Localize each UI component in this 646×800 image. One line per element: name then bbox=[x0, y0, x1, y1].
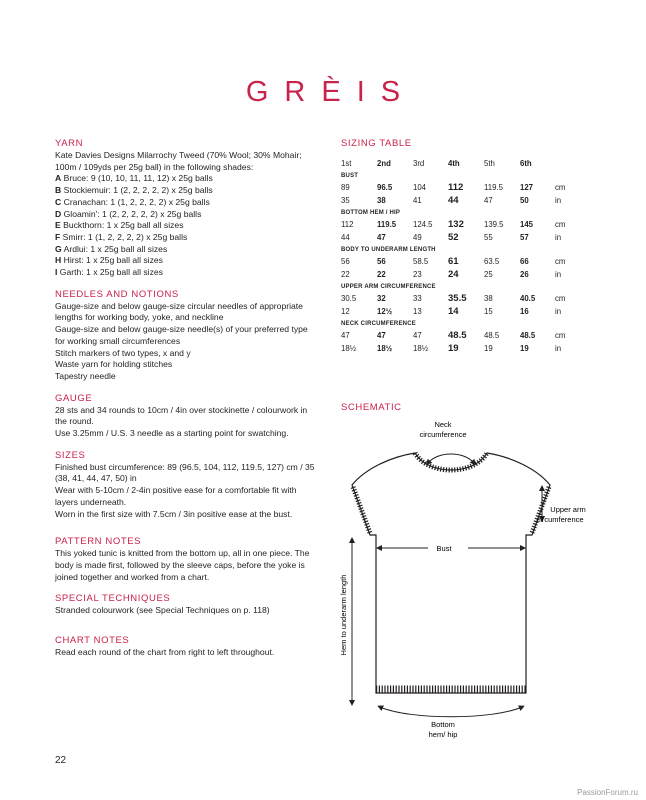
hem-arrow bbox=[380, 707, 522, 717]
shade-letter: B bbox=[55, 185, 62, 196]
measurement-value: 32 bbox=[377, 294, 386, 303]
needles-line: Waste yarn for holding stitches bbox=[55, 359, 173, 370]
measurement-group-row bbox=[341, 170, 575, 181]
shade-text: Hirst: 1 x 25g ball all sizes bbox=[61, 255, 163, 266]
measurement-value: 58.5 bbox=[413, 257, 429, 266]
measurement-row-cm bbox=[341, 181, 575, 194]
size-label: 3rd bbox=[413, 159, 425, 168]
shade-letter: A bbox=[55, 173, 62, 184]
needles-line: Tapestry needle bbox=[55, 370, 116, 381]
yarn-intro: Kate Davies Designs Milarrochy Tweed (70% Wool; 30% Mohair; 100m / 109yds per 25g ball) in the following shades: bbox=[55, 150, 302, 172]
sizes-line: Wear with 5-10cm / 2-4in positive ease for a comfortable fit with layers underneath. bbox=[55, 485, 297, 507]
shade-text: Smirr: 1 (1, 2, 2, 2, 2) x 25g balls bbox=[60, 231, 188, 242]
measurement-value: 47 bbox=[341, 331, 350, 340]
measurement-name: BOTTOM HEM / HIP bbox=[341, 209, 401, 216]
measurement-value: 124.5 bbox=[413, 220, 433, 229]
measurement-value: 52 bbox=[448, 232, 459, 243]
neck-ribbing bbox=[415, 453, 487, 470]
unit-label: cm bbox=[555, 331, 566, 340]
measurement-value: 26 bbox=[520, 270, 529, 279]
measurement-value: 16 bbox=[520, 307, 529, 316]
needles-heading: NEEDLES AND NOTIONS bbox=[55, 288, 179, 300]
measurement-name: BODY TO UNDERARM LENGTH bbox=[341, 246, 436, 253]
measurement-value: 13 bbox=[413, 307, 422, 316]
upper-arm-label: Upper arm bbox=[550, 505, 586, 514]
unit-label: in bbox=[555, 307, 562, 316]
needles-line: Gauge-size and below gauge-size needle(s) of your preferred type for working small circumferences bbox=[55, 324, 308, 346]
shade-text: Cranachan: 1 (1, 2, 2, 2, 2) x 25g balls bbox=[61, 196, 210, 207]
gauge-heading: GAUGE bbox=[55, 392, 93, 404]
shade-text: Bruce: 9 (10, 10, 11, 11, 12) x 25g balls bbox=[61, 173, 213, 184]
shade-letter: I bbox=[55, 267, 58, 278]
shade-text: Garth: 1 x 25g ball all sizes bbox=[57, 267, 163, 278]
measurement-value: 66 bbox=[520, 257, 529, 266]
special-techniques-heading: SPECIAL TECHNIQUES bbox=[55, 593, 171, 605]
shade-letter: E bbox=[55, 220, 61, 231]
size-label: 6th bbox=[520, 159, 532, 168]
gauge-line: 28 sts and 34 rounds to 10cm / 4in over stockinette / colourwork in the round. bbox=[55, 404, 308, 427]
measurement-value: 47 bbox=[377, 233, 386, 242]
shade-item bbox=[55, 244, 315, 256]
needles-line: Gauge-size and below gauge-size circular needles of appropriate lengths for working body, yoke, and neckline bbox=[55, 300, 303, 323]
measurement-value: 119.5 bbox=[377, 220, 397, 229]
chart-notes-section bbox=[55, 635, 315, 659]
upper-arm-label: circumference bbox=[536, 515, 584, 524]
unit-label: in bbox=[555, 270, 562, 279]
measurement-value: 15 bbox=[484, 307, 493, 316]
unit-label: in bbox=[555, 233, 562, 242]
measurement-value: 19 bbox=[448, 343, 459, 354]
measurement-row-cm bbox=[341, 218, 575, 231]
right-column bbox=[341, 138, 601, 355]
measurement-value: 18½ bbox=[341, 344, 357, 353]
sizes-line: Finished bust circumference: 89 (96.5, 104, 112, 119.5, 127) cm / 35 (38, 41, 44, 47, 50) in bbox=[55, 461, 315, 484]
measurement-value: 57 bbox=[520, 233, 529, 242]
measurement-name: UPPER ARM CIRCUMFERENCE bbox=[341, 283, 436, 290]
shade-item bbox=[55, 220, 315, 232]
measurement-value: 18½ bbox=[377, 344, 393, 353]
measurement-group-row bbox=[341, 244, 575, 255]
measurement-value: 119.5 bbox=[484, 183, 503, 192]
needles-line: Stitch markers of two types, x and y bbox=[55, 347, 191, 358]
special-techniques-text: Stranded colourwork (see Special Techniques on p. 118) bbox=[55, 605, 270, 616]
measurement-value: 23 bbox=[413, 270, 422, 279]
measurement-value: 50 bbox=[520, 196, 529, 205]
measurement-row-cm bbox=[341, 292, 575, 305]
measurement-value: 48.5 bbox=[520, 331, 536, 340]
measurement-value: 47 bbox=[377, 331, 386, 340]
yarn-heading: YARN bbox=[55, 138, 84, 149]
size-label: 5th bbox=[484, 159, 495, 168]
measurement-value: 112 bbox=[448, 182, 464, 193]
yarn-section bbox=[55, 138, 315, 279]
size-label: 4th bbox=[448, 159, 460, 168]
measurement-row-in bbox=[341, 342, 575, 355]
pattern-title: GRÈIS bbox=[245, 76, 417, 108]
measurement-value: 49 bbox=[413, 233, 422, 242]
unit-label: cm bbox=[555, 183, 566, 192]
measurement-row-in bbox=[341, 194, 575, 207]
measurement-row-in bbox=[341, 268, 575, 281]
measurement-value: 35.5 bbox=[448, 293, 467, 304]
pattern-notes-heading: PATTERN NOTES bbox=[55, 536, 142, 548]
sizes-section bbox=[55, 450, 315, 521]
measurement-value: 56 bbox=[341, 257, 350, 266]
hem-label: Bottom bbox=[431, 720, 455, 729]
neck-arrow bbox=[428, 454, 474, 463]
shade-text: Buckthorn: 1 x 25g ball all sizes bbox=[60, 220, 184, 231]
unit-label: in bbox=[555, 344, 562, 353]
needles-section bbox=[55, 289, 315, 383]
length-label: Hem to underarm length bbox=[339, 574, 348, 656]
unit-label: cm bbox=[555, 294, 566, 303]
measurement-value: 56 bbox=[377, 257, 386, 266]
measurement-value: 47 bbox=[413, 331, 422, 340]
measurement-value: 38 bbox=[484, 294, 493, 303]
shade-item bbox=[55, 232, 315, 244]
pattern-notes-text: This yoked tunic is knitted from the bottom up, all in one piece. The body is made first, followed by the sleeve caps, before the yoke is joined together and worked from a chart. bbox=[55, 548, 310, 582]
shade-letter: F bbox=[55, 231, 61, 242]
measurement-value: 48.5 bbox=[448, 330, 467, 341]
measurement-value: 25 bbox=[484, 270, 493, 279]
special-techniques-section bbox=[55, 593, 315, 617]
measurement-group-row bbox=[341, 281, 575, 292]
measurement-name: BUST bbox=[341, 172, 359, 179]
unit-label: in bbox=[555, 196, 562, 205]
measurement-value: 145 bbox=[520, 220, 534, 229]
measurement-value: 63.5 bbox=[484, 257, 500, 266]
shade-item bbox=[55, 267, 315, 279]
measurement-value: 55 bbox=[484, 233, 493, 242]
measurement-value: 41 bbox=[413, 196, 422, 205]
shade-list bbox=[55, 173, 315, 278]
sizes-heading: SIZES bbox=[55, 449, 86, 461]
measurement-value: 44 bbox=[341, 233, 350, 242]
shade-item bbox=[55, 197, 315, 209]
footer-watermark: PassionForum.ru bbox=[577, 788, 638, 797]
neck-label: circumference bbox=[419, 430, 467, 439]
measurement-value: 19 bbox=[484, 344, 493, 353]
measurement-value: 112 bbox=[341, 220, 354, 229]
schematic-diagram bbox=[330, 415, 600, 745]
measurement-value: 35 bbox=[341, 196, 350, 205]
gauge-line: Use 3.25mm / U.S. 3 needle as a starting point for swatching. bbox=[55, 428, 289, 439]
shade-letter: H bbox=[55, 255, 62, 266]
measurement-value: 89 bbox=[341, 183, 350, 192]
shade-item bbox=[55, 255, 315, 267]
measurement-name: NECK CIRCUMFERENCE bbox=[341, 320, 416, 327]
measurement-value: 48.5 bbox=[484, 331, 500, 340]
gauge-section bbox=[55, 393, 315, 440]
shade-item bbox=[55, 185, 315, 197]
size-label: 1st bbox=[341, 159, 352, 168]
measurement-value: 132 bbox=[448, 219, 464, 230]
sizing-table-heading: SIZING TABLE bbox=[341, 138, 412, 149]
bust-label: Bust bbox=[436, 544, 452, 553]
sizing-table bbox=[341, 157, 575, 355]
neck-label: Neck bbox=[434, 420, 452, 429]
measurement-value: 47 bbox=[484, 196, 493, 205]
measurement-value: 127 bbox=[520, 183, 534, 192]
measurement-row-in bbox=[341, 231, 575, 244]
measurement-row-cm bbox=[341, 329, 575, 342]
schematic-heading: SCHEMATIC bbox=[341, 402, 402, 413]
unit-spacer bbox=[555, 157, 575, 170]
unit-label: cm bbox=[555, 257, 566, 266]
measurement-group-row bbox=[341, 318, 575, 329]
measurement-value: 33 bbox=[413, 294, 422, 303]
measurement-value: 12 bbox=[341, 307, 350, 316]
measurement-value: 40.5 bbox=[520, 294, 536, 303]
shade-item bbox=[55, 209, 315, 221]
page-number: 22 bbox=[55, 755, 67, 766]
shade-letter: D bbox=[55, 208, 62, 219]
unit-label: cm bbox=[555, 220, 566, 229]
measurement-group-row bbox=[341, 207, 575, 218]
measurement-value: 38 bbox=[377, 196, 386, 205]
measurement-value: 19 bbox=[520, 344, 529, 353]
shade-text: Gloamin': 1 (2, 2, 2, 2, 2) x 25g balls bbox=[61, 208, 202, 219]
measurement-value: 44 bbox=[448, 195, 459, 206]
shade-item bbox=[55, 173, 315, 185]
measurement-value: 139.5 bbox=[484, 220, 504, 229]
measurement-row-in bbox=[341, 305, 575, 318]
measurement-value: 18½ bbox=[413, 344, 429, 353]
chart-notes-heading: CHART NOTES bbox=[55, 635, 130, 647]
measurement-value: 30.5 bbox=[341, 294, 357, 303]
hem-label: hem/ hip bbox=[428, 730, 458, 739]
garment-outline bbox=[352, 453, 550, 693]
sizes-line: Worn in the first size with 7.5cm / 3in positive ease at the bust. bbox=[55, 508, 293, 519]
chart-notes-text: Read each round of the chart from right to left throughout. bbox=[55, 647, 275, 658]
shade-text: Stockiemuir: 1 (2, 2, 2, 2, 2) x 25g balls bbox=[61, 185, 213, 196]
measurement-value: 12½ bbox=[377, 307, 393, 316]
size-header-row bbox=[341, 157, 575, 170]
measurement-value: 24 bbox=[448, 269, 459, 280]
pattern-notes-section bbox=[55, 536, 315, 583]
left-column bbox=[55, 138, 315, 669]
measurement-value: 14 bbox=[448, 306, 459, 317]
measurement-value: 22 bbox=[377, 270, 386, 279]
shade-letter: G bbox=[55, 243, 62, 254]
measurement-value: 104 bbox=[413, 183, 427, 192]
shade-text: Ardlui: 1 x 25g ball all sizes bbox=[61, 243, 168, 254]
shade-letter: C bbox=[55, 196, 62, 207]
measurement-row-cm bbox=[341, 255, 575, 268]
measurement-value: 61 bbox=[448, 256, 459, 267]
measurement-value: 22 bbox=[341, 270, 350, 279]
size-label: 2nd bbox=[377, 159, 391, 168]
measurement-value: 96.5 bbox=[377, 183, 393, 192]
